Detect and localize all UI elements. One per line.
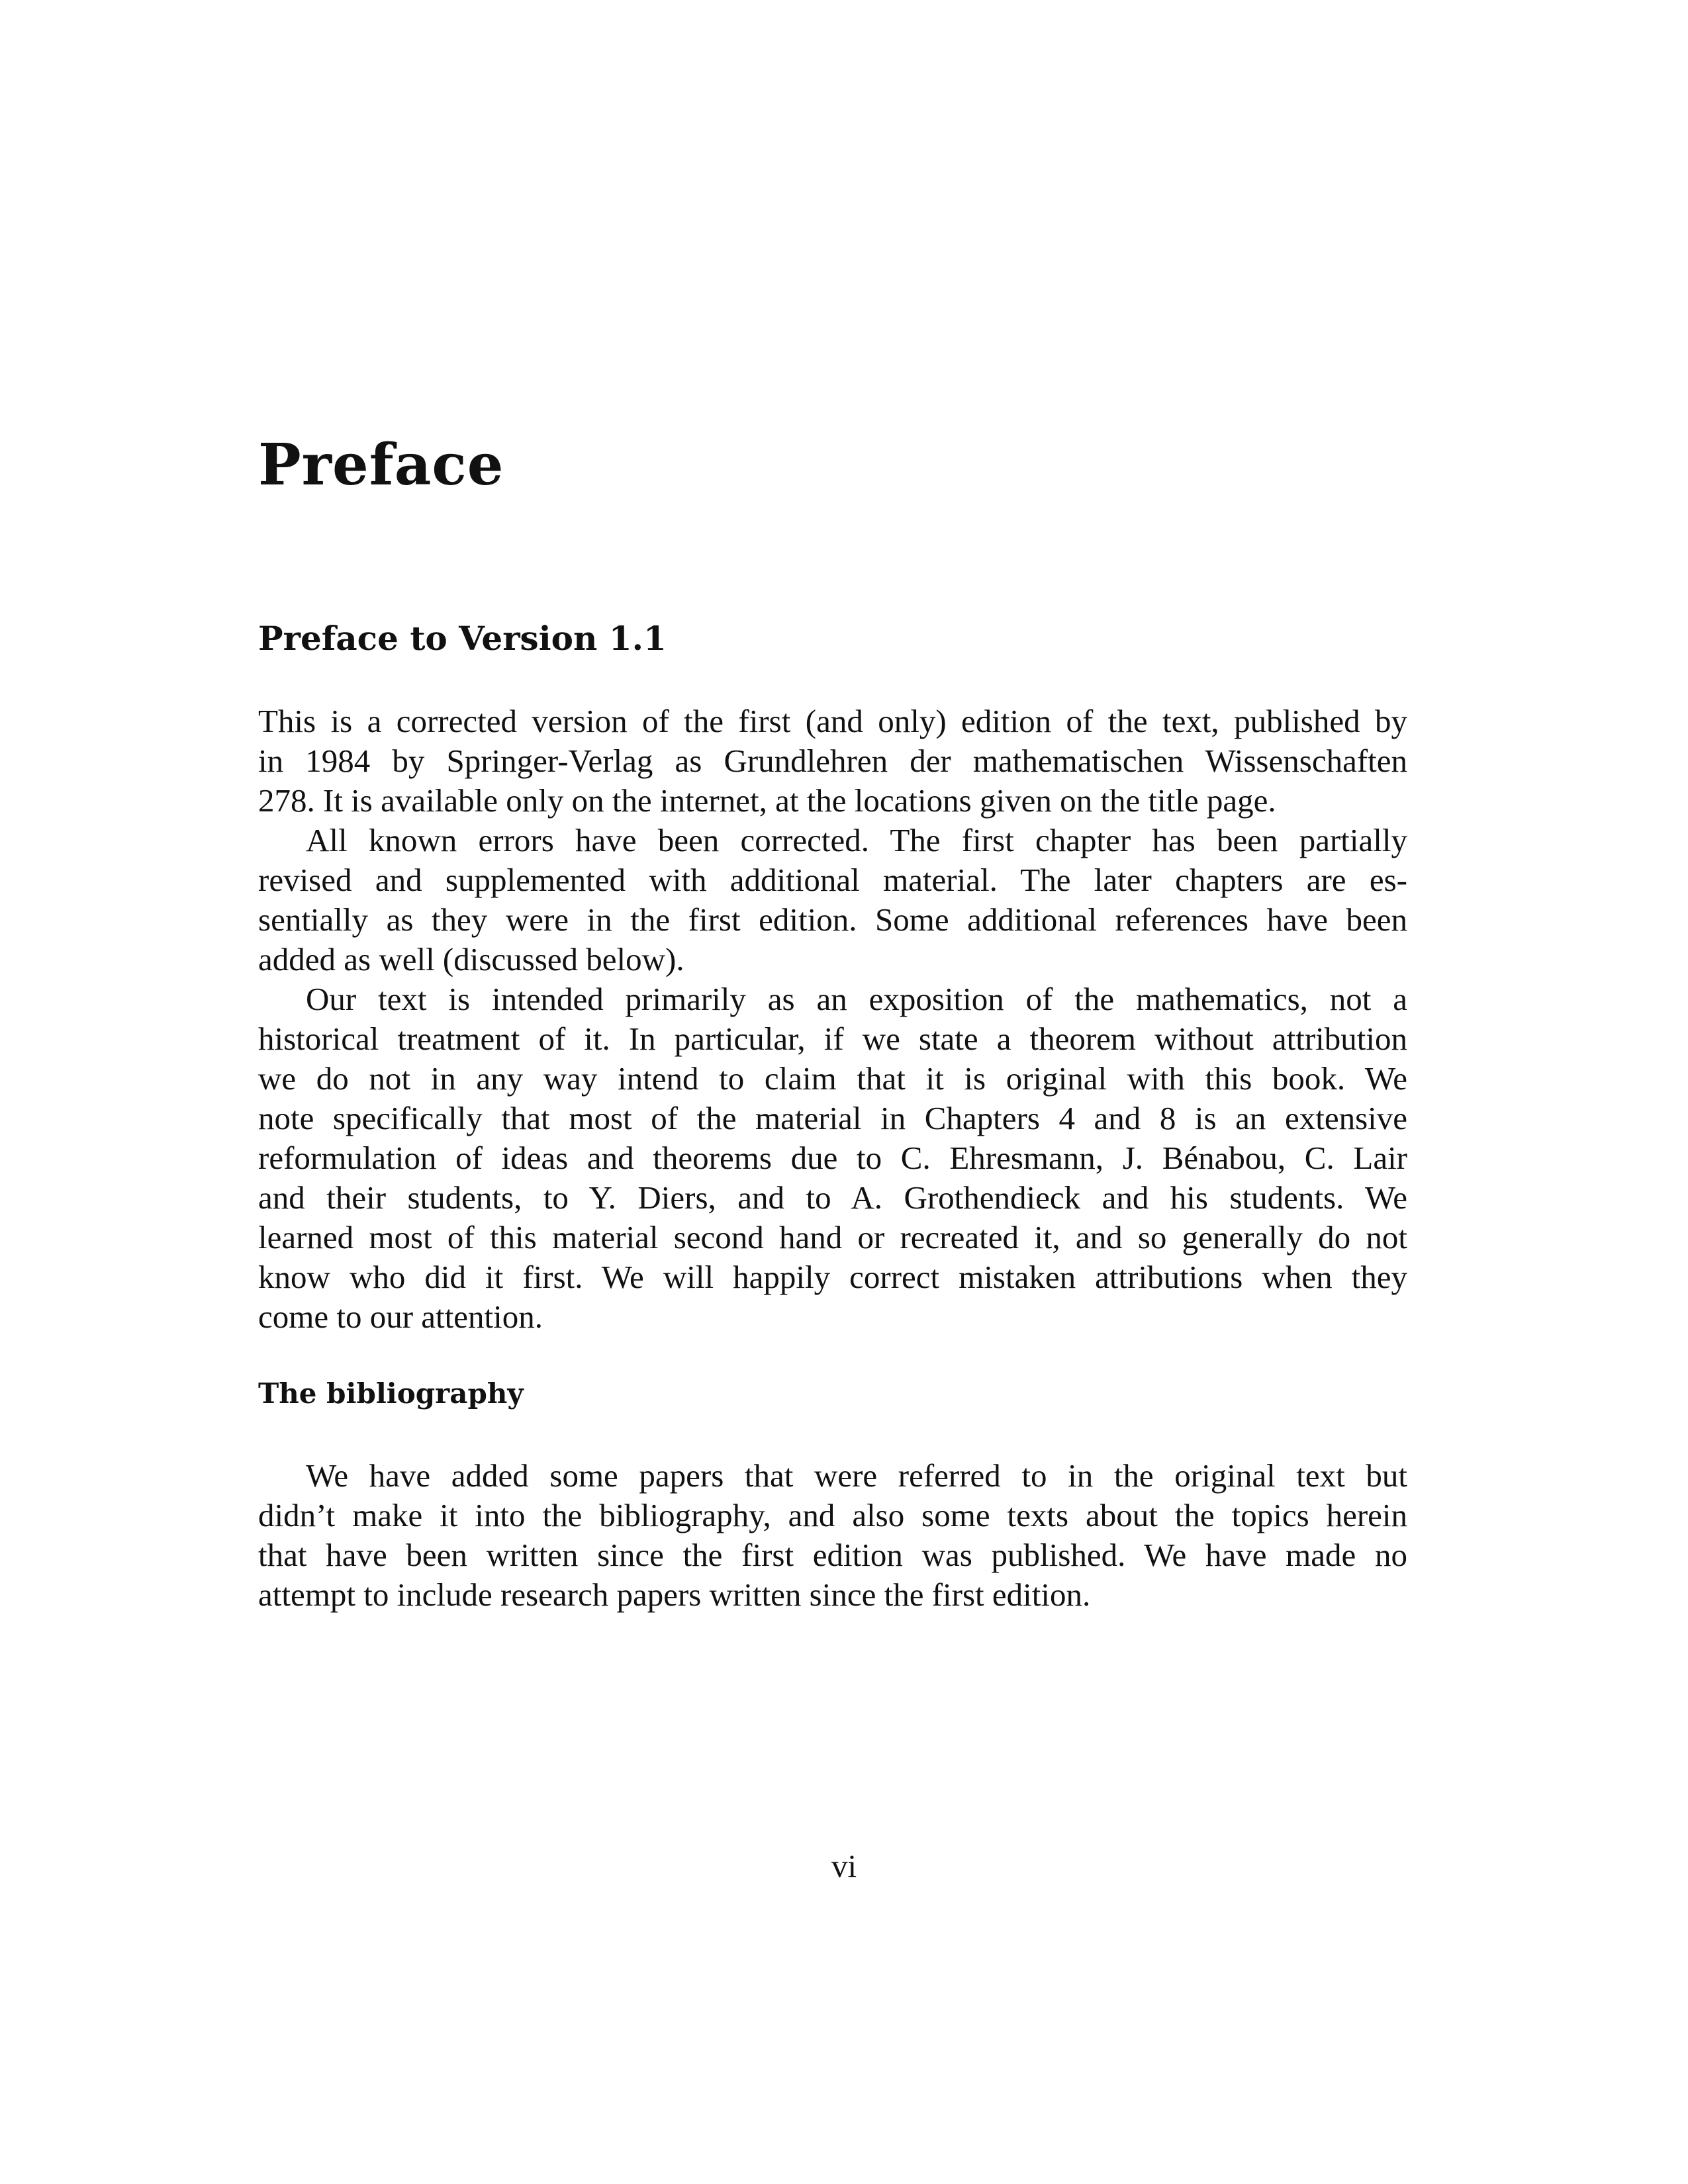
text-line: in 1984 by Springer-Verlag as Grundlehren der mathematischen Wissenschaften [258, 743, 1407, 779]
text-line: and their students, to Y. Diers, and to A. Grothendieck and his students. We [258, 1179, 1407, 1216]
text-line: We have added some papers that were referred to in the original text but [306, 1457, 1407, 1494]
text-line: note specifically that most of the material in Chapters 4 and 8 is an extensive [258, 1100, 1407, 1136]
text-line: attempt to include research papers written since the first edition. [258, 1576, 1091, 1613]
chapter-title: Preface [258, 432, 504, 498]
text-line: reformulation of ideas and theorems due to C. Ehresmann, J. Bénabou, C. Lair [258, 1140, 1407, 1176]
page-number: vi [831, 1848, 857, 1884]
subsection-title: The bibliography [258, 1377, 524, 1410]
text-line: Our text is intended primarily as an exposition of the mathematics, not a [306, 981, 1407, 1017]
text-line: that have been written since the first edition was published. We have made no [258, 1537, 1407, 1573]
text-line: revised and supplemented with additional material. The later chapters are es- [258, 862, 1407, 898]
text-line: we do not in any way intend to claim that it is original with this book. We [258, 1060, 1407, 1097]
text-line: All known errors have been corrected. The first chapter has been partially [306, 822, 1407, 858]
text-line: historical treatment of it. In particular, if we state a theorem without attribution [258, 1021, 1407, 1057]
section-title: Preface to Version 1.1 [258, 619, 667, 658]
text-line: know who did it first. We will happily correct mistaken attributions when they [258, 1259, 1407, 1295]
text-line: added as well (discussed below). [258, 941, 684, 978]
text-line: sentially as they were in the first edition. Some additional references have been [258, 901, 1407, 938]
text-line: didn’t make it into the bibliography, and also some texts about the topics herein [258, 1497, 1407, 1533]
text-line: learned most of this material second hand or recreated it, and so generally do not [258, 1219, 1407, 1255]
text-line: This is a corrected version of the first (and only) edition of the text, published by [258, 703, 1407, 739]
text-line: come to our attention. [258, 1298, 543, 1335]
text-line: 278. It is available only on the internet, at the locations given on the title page. [258, 782, 1276, 819]
